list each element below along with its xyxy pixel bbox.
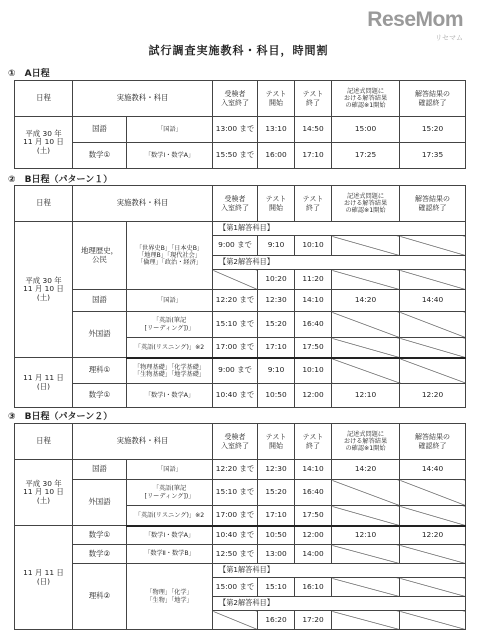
confirm-cell: 12:20 (400, 384, 466, 408)
entry-cell: 13:00 まで (213, 117, 258, 143)
first-answer-label: 【第1解答科目】 (213, 564, 466, 578)
detail-cell: 「英語(筆記 [リーディング])」 (127, 480, 213, 506)
schedule-table-a (14, 80, 466, 169)
header-test-start: テスト 開始 (258, 186, 295, 222)
header-date: 日程 (15, 81, 73, 117)
detail-cell: 「数学Ⅰ・数学A」 (127, 526, 213, 545)
subject-cell: 国語 (73, 290, 127, 312)
start-cell: 15:10 (258, 578, 295, 597)
detail-cell: 「数学Ⅰ・数学A」 (127, 384, 213, 408)
start-cell: 9:10 (258, 236, 295, 256)
header-essay-check: 記述式問題に おける解答結果 の確認※1開始 (332, 81, 400, 117)
subject-cell: 国語 (73, 460, 127, 480)
essay-cell: 14:20 (332, 460, 400, 480)
end-cell: 14:50 (295, 117, 332, 143)
subject-cell: 理科① (73, 358, 127, 384)
end-cell: 12:00 (295, 384, 332, 408)
date-cell: 平成 30 年 11 月 10 日 (土) (15, 460, 73, 526)
empty-cell (332, 270, 400, 290)
header-essay-check: 記述式問題に おける解答結果 の確認※1開始 (332, 424, 400, 460)
subject-cell: 地理歴史， 公民 (73, 222, 127, 290)
start-cell: 15:20 (258, 312, 295, 338)
empty-cell (332, 545, 400, 564)
confirm-cell: 14:40 (400, 460, 466, 480)
detail-cell: 「英語(筆記 [リーディング])」 (127, 312, 213, 338)
header-test-start: テスト 開始 (258, 424, 295, 460)
essay-cell: 14:20 (332, 290, 400, 312)
entry-cell: 15:10 まで (213, 480, 258, 506)
empty-cell (400, 545, 466, 564)
header-essay-check: 記述式問題に おける解答結果 の確認※1開始 (332, 186, 400, 222)
end-cell: 17:20 (295, 611, 332, 630)
start-cell: 12:30 (258, 290, 295, 312)
empty-cell (400, 270, 466, 290)
entry-cell: 12:50 まで (213, 545, 258, 564)
entry-cell: 15:00 まで (213, 578, 258, 597)
entry-cell: 17:00 まで (213, 338, 258, 358)
start-cell: 13:00 (258, 545, 295, 564)
header-subject: 実施教科・科目 (73, 81, 213, 117)
date-cell: 平成 30 年 11 月 10 日 (土) (15, 117, 73, 169)
start-cell: 15:20 (258, 480, 295, 506)
end-cell: 16:40 (295, 480, 332, 506)
empty-cell (332, 578, 400, 597)
empty-cell (332, 312, 400, 338)
detail-cell: 「数学Ⅰ・数学A」 (127, 143, 213, 169)
empty-cell (400, 506, 466, 526)
end-cell: 14:10 (295, 460, 332, 480)
detail-cell: 「国語」 (127, 460, 213, 480)
entry-cell: 12:20 まで (213, 290, 258, 312)
end-cell: 14:00 (295, 545, 332, 564)
start-cell: 17:10 (258, 506, 295, 526)
second-answer-label: 【第2解答科目】 (213, 256, 466, 270)
date-cell: 平成 30 年 11 月 10 日 (土) (15, 222, 73, 358)
start-cell: 10:50 (258, 384, 295, 408)
header-answer-check-end: 解答結果の 確認終了 (400, 81, 466, 117)
entry-cell: 9:00 まで (213, 236, 258, 256)
start-cell: 10:50 (258, 526, 295, 545)
end-cell: 14:10 (295, 290, 332, 312)
confirm-cell: 17:35 (400, 143, 466, 169)
empty-cell (400, 611, 466, 630)
end-cell: 12:00 (295, 526, 332, 545)
end-cell: 17:10 (295, 143, 332, 169)
first-answer-label: 【第1解答科目】 (213, 222, 466, 236)
start-cell: 17:10 (258, 338, 295, 358)
subject-cell: 国語 (73, 117, 127, 143)
page-title: 試行調査実施教科・科目，時間割 (148, 44, 329, 57)
end-cell: 16:40 (295, 312, 332, 338)
empty-cell (332, 611, 400, 630)
start-cell: 16:00 (258, 143, 295, 169)
entry-cell: 9:00 まで (213, 358, 258, 384)
end-cell: 16:10 (295, 578, 332, 597)
end-cell: 11:20 (295, 270, 332, 290)
subject-cell: 外国語 (73, 480, 127, 526)
empty-cell (400, 480, 466, 506)
header-subject: 実施教科・科目 (73, 424, 213, 460)
entry-cell: 12:20 まで (213, 460, 258, 480)
end-cell: 10:10 (295, 236, 332, 256)
section-a-heading: ① A日程 (8, 69, 50, 79)
date-cell: 11 月 11 日 (日) (15, 526, 73, 630)
header-test-end: テスト 終了 (295, 186, 332, 222)
subject-cell: 理科② (73, 564, 127, 630)
empty-cell (400, 312, 466, 338)
end-cell: 17:50 (295, 338, 332, 358)
header-entry-end: 受検者 入室終了 (213, 81, 258, 117)
header-subject: 実施教科・科目 (73, 186, 213, 222)
second-answer-label: 【第2解答科目】 (213, 597, 466, 611)
start-cell: 12:30 (258, 460, 295, 480)
empty-cell (332, 338, 400, 358)
schedule-table-b2 (14, 423, 466, 630)
resemom-logo-sub: リセマム (435, 34, 463, 42)
empty-cell (213, 270, 258, 290)
detail-cell: 「国語」 (127, 290, 213, 312)
header-test-end: テスト 終了 (295, 81, 332, 117)
end-cell: 10:10 (295, 358, 332, 384)
essay-cell: 12:10 (332, 384, 400, 408)
end-cell: 17:50 (295, 506, 332, 526)
essay-cell: 15:00 (332, 117, 400, 143)
detail-cell: 「国語」 (127, 117, 213, 143)
empty-cell (332, 480, 400, 506)
header-answer-check-end: 解答結果の 確認終了 (400, 186, 466, 222)
entry-cell: 15:10 まで (213, 312, 258, 338)
entry-cell: 15:50 まで (213, 143, 258, 169)
entry-cell: 17:00 まで (213, 506, 258, 526)
confirm-cell: 14:40 (400, 290, 466, 312)
empty-cell (400, 358, 466, 384)
empty-cell (400, 578, 466, 597)
header-date: 日程 (15, 424, 73, 460)
date-cell: 11 月 11 日 (日) (15, 358, 73, 408)
detail-cell: 「世界史B」「日本史B」 「地理B」「現代社会」 「倫理」「政治・経済」 (127, 222, 213, 290)
start-cell: 10:20 (258, 270, 295, 290)
detail-cell: 「英語(リスニング)」※2 (127, 338, 213, 358)
header-test-start: テスト 開始 (258, 81, 295, 117)
subject-cell: 数学② (73, 545, 127, 564)
schedule-table-b1 (14, 185, 466, 408)
subject-cell: 数学① (73, 384, 127, 408)
subject-cell: 数学① (73, 143, 127, 169)
resemom-logo: ReseMom (367, 8, 463, 31)
section-b1-heading: ② B日程（パターン１） (8, 175, 113, 185)
essay-cell: 17:25 (332, 143, 400, 169)
empty-cell (400, 338, 466, 358)
empty-cell (213, 611, 258, 630)
header-test-end: テスト 終了 (295, 424, 332, 460)
detail-cell: 「数学Ⅱ・数学B」 (127, 545, 213, 564)
detail-cell: 「物理」「化学」 「生物」「地学」 (127, 564, 213, 630)
start-cell: 9:10 (258, 358, 295, 384)
start-cell: 13:10 (258, 117, 295, 143)
subject-cell: 数学① (73, 526, 127, 545)
confirm-cell: 12:20 (400, 526, 466, 545)
entry-cell: 10:40 まで (213, 526, 258, 545)
subject-cell: 外国語 (73, 312, 127, 358)
entry-cell: 10:40 まで (213, 384, 258, 408)
confirm-cell: 15:20 (400, 117, 466, 143)
header-entry-end: 受検者 入室終了 (213, 186, 258, 222)
header-date: 日程 (15, 186, 73, 222)
essay-cell: 12:10 (332, 526, 400, 545)
header-entry-end: 受検者 入室終了 (213, 424, 258, 460)
empty-cell (332, 506, 400, 526)
start-cell: 16:20 (258, 611, 295, 630)
section-b2-heading: ③ B日程（パターン２） (8, 412, 113, 422)
empty-cell (332, 236, 400, 256)
detail-cell: 「物理基礎」「化学基礎」 「生物基礎」「地学基礎」 (127, 358, 213, 384)
empty-cell (332, 358, 400, 384)
header-answer-check-end: 解答結果の 確認終了 (400, 424, 466, 460)
empty-cell (400, 236, 466, 256)
detail-cell: 「英語(リスニング)」※2 (127, 506, 213, 526)
